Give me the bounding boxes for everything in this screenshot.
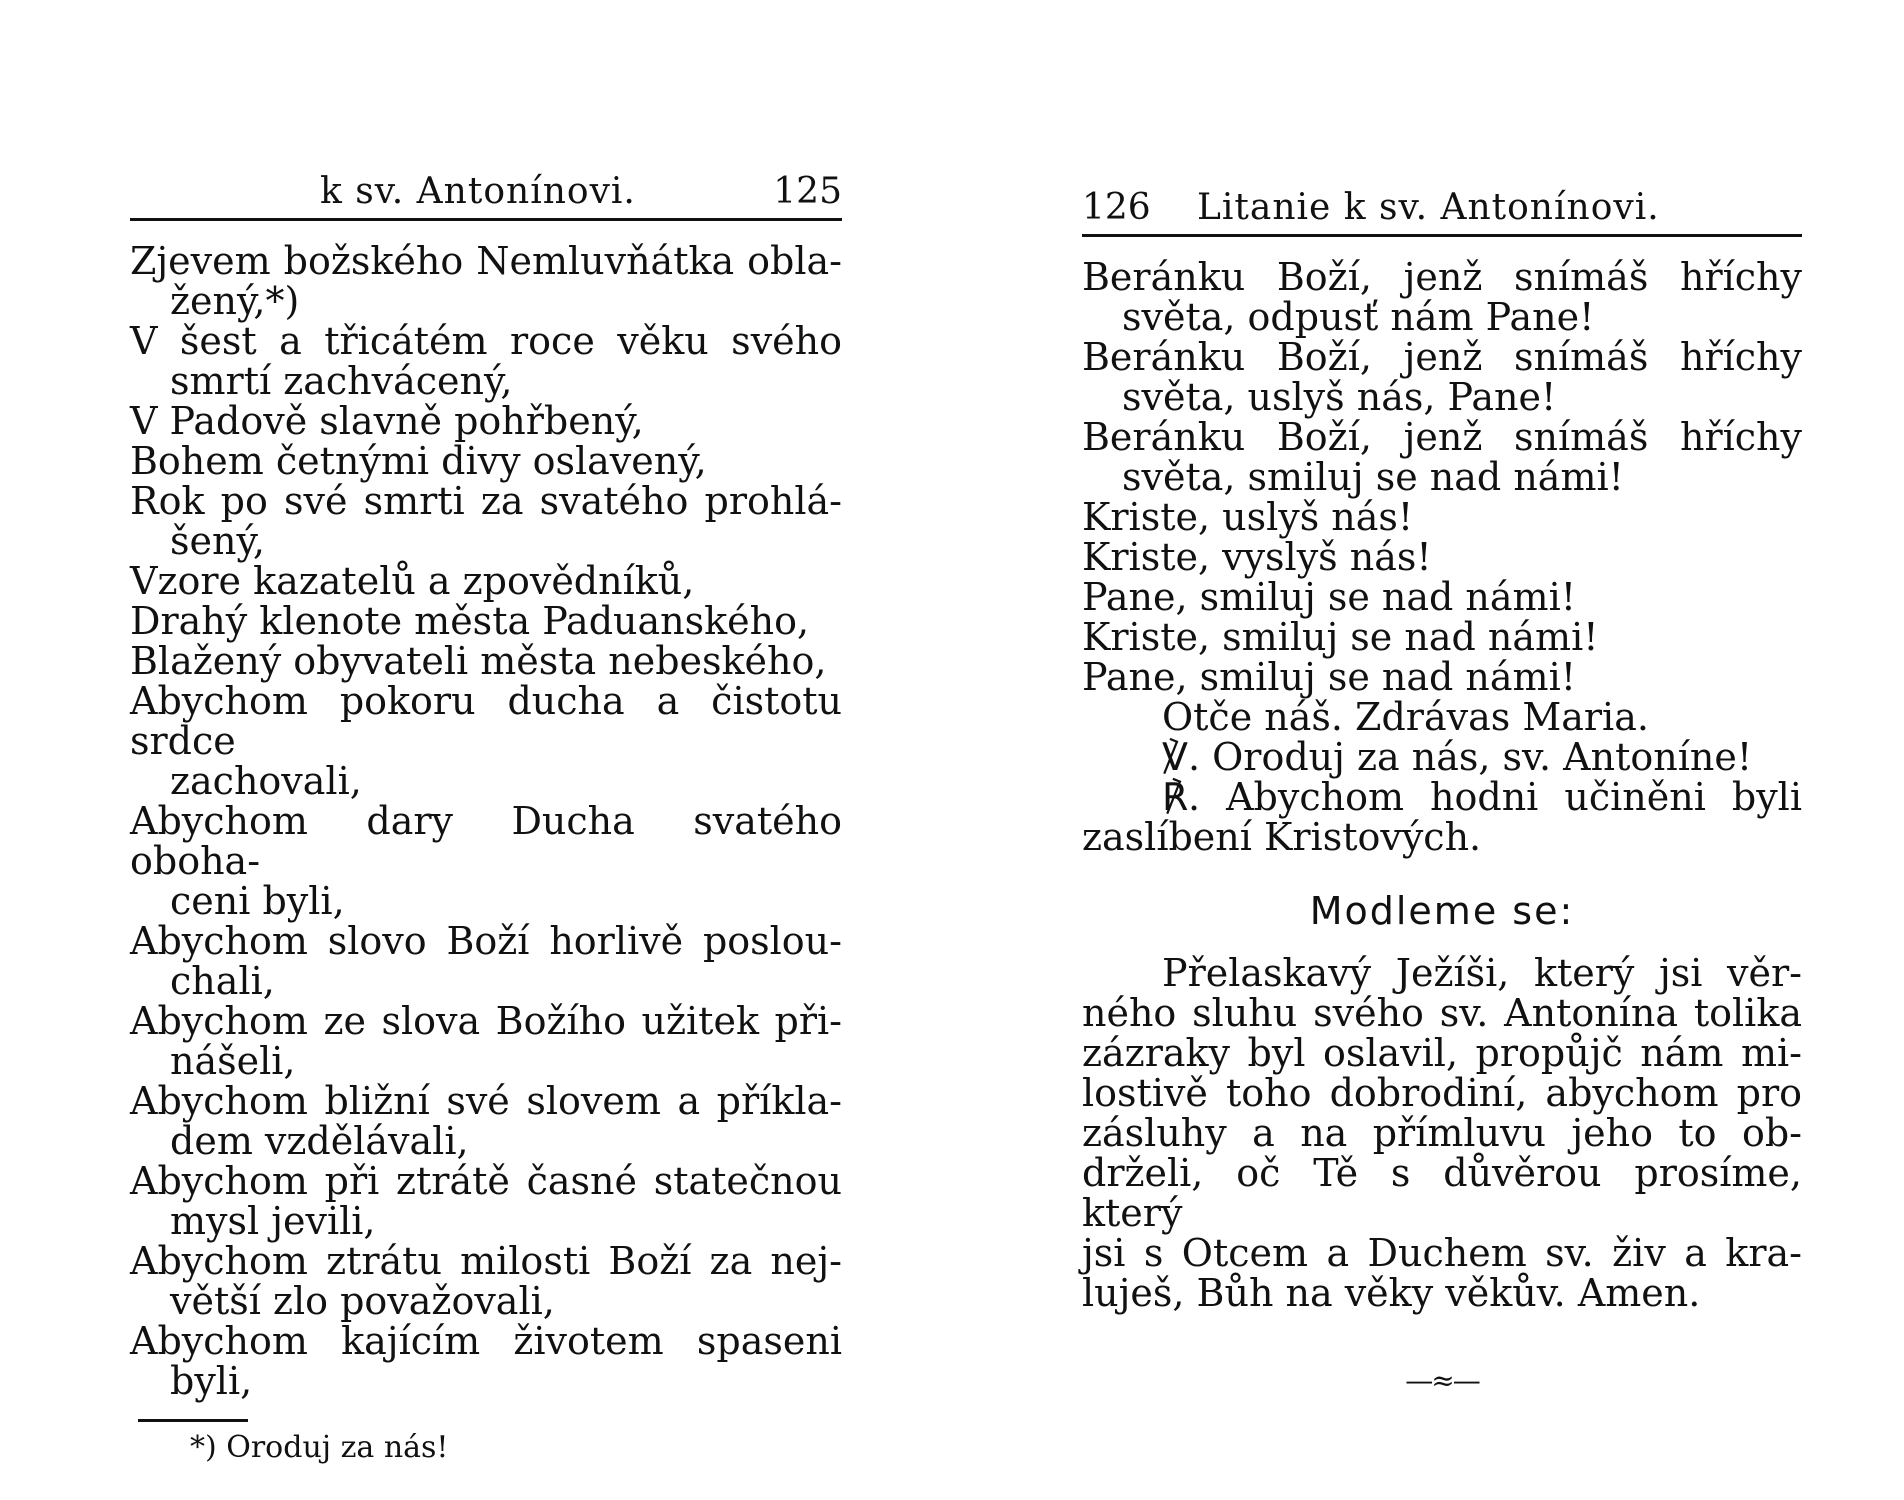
prayer-heading: Modleme se:: [1309, 889, 1575, 933]
end-ornament: —≈—: [1405, 1364, 1479, 1397]
verse-line: ceni byli,: [170, 879, 345, 923]
verse-line: Bohem četnými divy oslavený,: [130, 439, 707, 483]
verse-line: Drahý klenote města Paduanského,: [130, 599, 810, 643]
verse-line: Abychom při ztrátě časné statečnou: [130, 1159, 842, 1203]
litany-verse: [1082, 257, 1802, 337]
verse-line: Abychom dary Ducha svatého oboha-: [130, 799, 842, 883]
verse-line: větší zlo považovali,: [170, 1279, 555, 1323]
left-header-title: k sv. Antonínovi.: [320, 171, 636, 212]
litany-verse: [130, 241, 842, 321]
verse-line: V Padově slavně pohřbený,: [130, 399, 644, 443]
verse-line: nášeli,: [170, 1039, 296, 1083]
verse-line: Kriste, smiluj se nad námi!: [1082, 615, 1599, 659]
litany-verse: [130, 1001, 842, 1081]
verse-line: mysl jevili,: [170, 1199, 376, 1243]
verse-line: Vzore kazatelů a zpovědníků,: [130, 559, 695, 603]
verse-line: šený,: [170, 519, 265, 563]
verse-line: Abychom kajícím životem spaseni: [130, 1319, 842, 1363]
litany-verse: [130, 321, 842, 401]
verse-line: Beránku Boží, jenž snímáš hříchy: [1082, 335, 1802, 379]
header-rule: [130, 218, 842, 221]
response-line: ℟. Abychom hodni učiněni byli: [1162, 775, 1802, 819]
litany-verse: [130, 441, 842, 481]
response-line: zaslíbení Kristových.: [1082, 815, 1482, 859]
verse-line: Pane, smiluj se nad námi!: [1082, 655, 1576, 699]
litany-verse: [1082, 657, 1802, 697]
header-rule: [1082, 234, 1802, 237]
versicle-line: ℣. Oroduj za nás, sv. Antoníne!: [1162, 735, 1753, 779]
pater-noster-line: Otče náš. Zdrávas Maria.: [1162, 695, 1649, 739]
litany-verse: [130, 601, 842, 641]
litany-verse: [130, 681, 842, 801]
right-header-title: Litanie k sv. Antonínovi.: [1197, 187, 1660, 228]
verse-line: V šest a třicátém roce věku svého: [130, 319, 842, 363]
right-page-header: [1082, 184, 1802, 234]
prayer-line: luješ, Bůh na věky věkův. Amen.: [1082, 1271, 1701, 1315]
prayer-line: zázraky byl oslavil, propůjč nám mi-: [1082, 1031, 1802, 1075]
footnote: *) Oroduj za nás!: [190, 1430, 449, 1465]
footnote-rule: [138, 1419, 248, 1422]
litany-verse: [130, 641, 842, 681]
prayer-line: Přelaskavý Ježíši, který jsi věr-: [1162, 951, 1802, 995]
prayer-line: zásluhy a na přímluvu jeho to ob-: [1082, 1111, 1802, 1155]
verse-line: Abychom ztrátu milosti Boží za nej-: [130, 1239, 842, 1283]
litany-verse: [130, 1161, 842, 1241]
closing-prayer: [1082, 953, 1802, 1313]
litany-verse: [130, 801, 842, 921]
prayer-line: ného sluhu svého sv. Antonína tolika: [1082, 991, 1802, 1035]
verse-line: Abychom pokoru ducha a čistotu srdce: [130, 679, 842, 763]
left-page: [130, 0, 842, 1466]
verse-line: Rok po své smrti za svatého prohlá-: [130, 479, 842, 523]
litany-verse: [130, 1081, 842, 1161]
verse-line: byli,: [170, 1359, 253, 1403]
litany-verse: [130, 561, 842, 601]
litany-verse: [1082, 577, 1802, 617]
verse-line: dem vzdělávali,: [170, 1119, 469, 1163]
verse-line: Kriste, uslyš nás!: [1082, 495, 1414, 539]
verse-line: Abychom ze slova Božího užitek při-: [130, 999, 842, 1043]
verse-line: žený,*): [170, 279, 300, 323]
verse-line: smrtí zachvácený,: [170, 359, 513, 403]
verse-line: Abychom slovo Boží horlivě poslou-: [130, 919, 842, 963]
litany-verse: [130, 481, 842, 561]
litany-verse: [1082, 337, 1802, 417]
litany-verse: [130, 921, 842, 1001]
prayer-line: drželi, oč Tě s důvěrou prosíme, který: [1082, 1151, 1802, 1235]
verse-line: Pane, smiluj se nad námi!: [1082, 575, 1576, 619]
verse-line: Beránku Boží, jenž snímáš hříchy: [1082, 255, 1802, 299]
litany-verse: [130, 401, 842, 441]
verse-line: Abychom bližní své slovem a příkla-: [130, 1079, 842, 1123]
verse-line: světa, smiluj se nad námi!: [1122, 455, 1624, 499]
litany-verse: [1082, 617, 1802, 657]
verse-line: chali,: [170, 959, 275, 1003]
left-page-header: [130, 168, 842, 218]
litany-verse: [130, 1321, 842, 1401]
verse-line: světa, uslyš nás, Pane!: [1122, 375, 1557, 419]
verse-line: světa, odpusť nám Pane!: [1122, 295, 1595, 339]
prayer-line: jsi s Otcem a Duchem sv. živ a kra-: [1082, 1231, 1802, 1275]
litany-verse: [1082, 417, 1802, 497]
left-page-number: 125: [773, 171, 842, 212]
right-page: [1082, 0, 1802, 1401]
right-litany-text: [1082, 257, 1802, 857]
litany-verse: [1082, 497, 1802, 537]
prayer-line: lostivě toho dobrodiní, abychom pro: [1082, 1071, 1802, 1115]
verse-line: zachovali,: [170, 759, 362, 803]
verse-line: Kriste, vyslyš nás!: [1082, 535, 1432, 579]
response-verse: [1082, 777, 1802, 857]
right-page-number: 126: [1082, 187, 1151, 228]
left-litany-text: [130, 241, 842, 1401]
verse-line: Zjevem božského Nemluvňátka obla-: [130, 239, 842, 283]
verse-line: Beránku Boží, jenž snímáš hříchy: [1082, 415, 1802, 459]
litany-verse: [1082, 537, 1802, 577]
verse-line: Blažený obyvateli města nebeského,: [130, 639, 827, 683]
litany-verse: [130, 1241, 842, 1321]
